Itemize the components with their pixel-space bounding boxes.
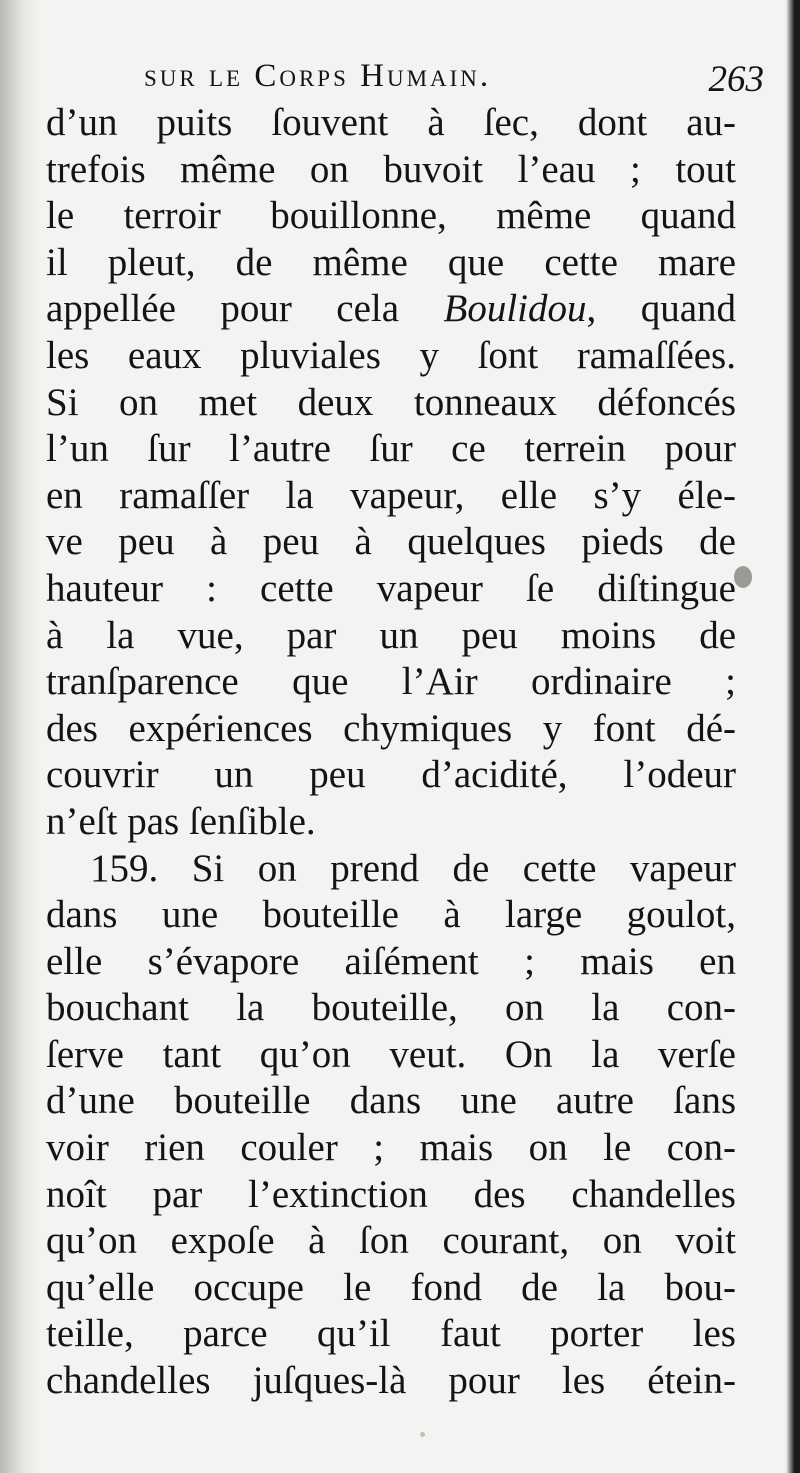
text-line: teille, parce qu’il faut porter les bbox=[46, 1312, 736, 1356]
text-line: tranſparence que l’Air ordinaire ; bbox=[46, 660, 736, 704]
text-line: d’un puits ſouvent à ſec, dont au- bbox=[46, 101, 736, 144]
paragraph-end-line: n’eſt pas ſenſible. bbox=[46, 799, 316, 843]
text-line: ve peu à peu à quelques pieds de bbox=[46, 520, 736, 564]
text-segment: appellée pour cela bbox=[46, 287, 444, 331]
text-line: qu’on expoſe à ſon courant, on voit bbox=[46, 1219, 736, 1263]
page-edge bbox=[786, 0, 800, 1473]
text-line: qu’elle occupe le fond de la bou- bbox=[46, 1265, 736, 1309]
text-line: il pleut, de même que cette mare bbox=[46, 240, 736, 284]
running-title: sur le Corps Humain. bbox=[144, 58, 492, 94]
text-line: bouchant la bouteille, on la con- bbox=[46, 986, 736, 1030]
text-line: voir rien couler ; mais on le con- bbox=[46, 1126, 736, 1170]
text-line: des expériences chymiques y font dé- bbox=[46, 706, 736, 750]
text-line: l’un ſur l’autre ſur ce terrein pour bbox=[46, 427, 736, 471]
page-number: 263 bbox=[708, 59, 764, 100]
text-line: trefois même on buvoit l’eau ; tout bbox=[46, 147, 736, 191]
text-line: à la vue, par un peu moins de bbox=[46, 613, 736, 657]
text-line: le terroir bouillonne, même quand bbox=[46, 194, 736, 238]
binding-shadow bbox=[0, 0, 40, 1473]
body-text bbox=[46, 100, 736, 1405]
text-line: en ramaſſer la vapeur, elle s’y éle- bbox=[46, 473, 736, 517]
paragraph-start-line: 159. Si on prend de cette vapeur bbox=[90, 846, 736, 890]
text-line: d’une bouteille dans une autre ſans bbox=[46, 1079, 736, 1123]
text-line: elle s’évapore aiſément ; mais en bbox=[46, 939, 736, 983]
text-line bbox=[46, 286, 736, 333]
text-line: hauteur : cette vapeur ſe diſtingue bbox=[46, 566, 736, 610]
text-line: dans une bouteille à large goulot, bbox=[46, 893, 736, 937]
text-line: les eaux pluviales y ſont ramaſſées. bbox=[46, 333, 736, 377]
text-line: couvrir un peu d’acidité, l’odeur bbox=[46, 753, 736, 797]
running-header bbox=[144, 58, 764, 102]
text-line: Si on met deux tonneaux défoncés bbox=[46, 380, 736, 424]
text-line: chandelles juſques-là pour les étein- bbox=[46, 1359, 736, 1403]
text-line: noît par l’extinction des chandelles bbox=[46, 1172, 736, 1216]
text-line: ſerve tant qu’on veut. On la verſe bbox=[46, 1032, 736, 1076]
place-name-italic: Boulidou bbox=[443, 287, 587, 331]
text-segment: , quand bbox=[586, 287, 737, 331]
